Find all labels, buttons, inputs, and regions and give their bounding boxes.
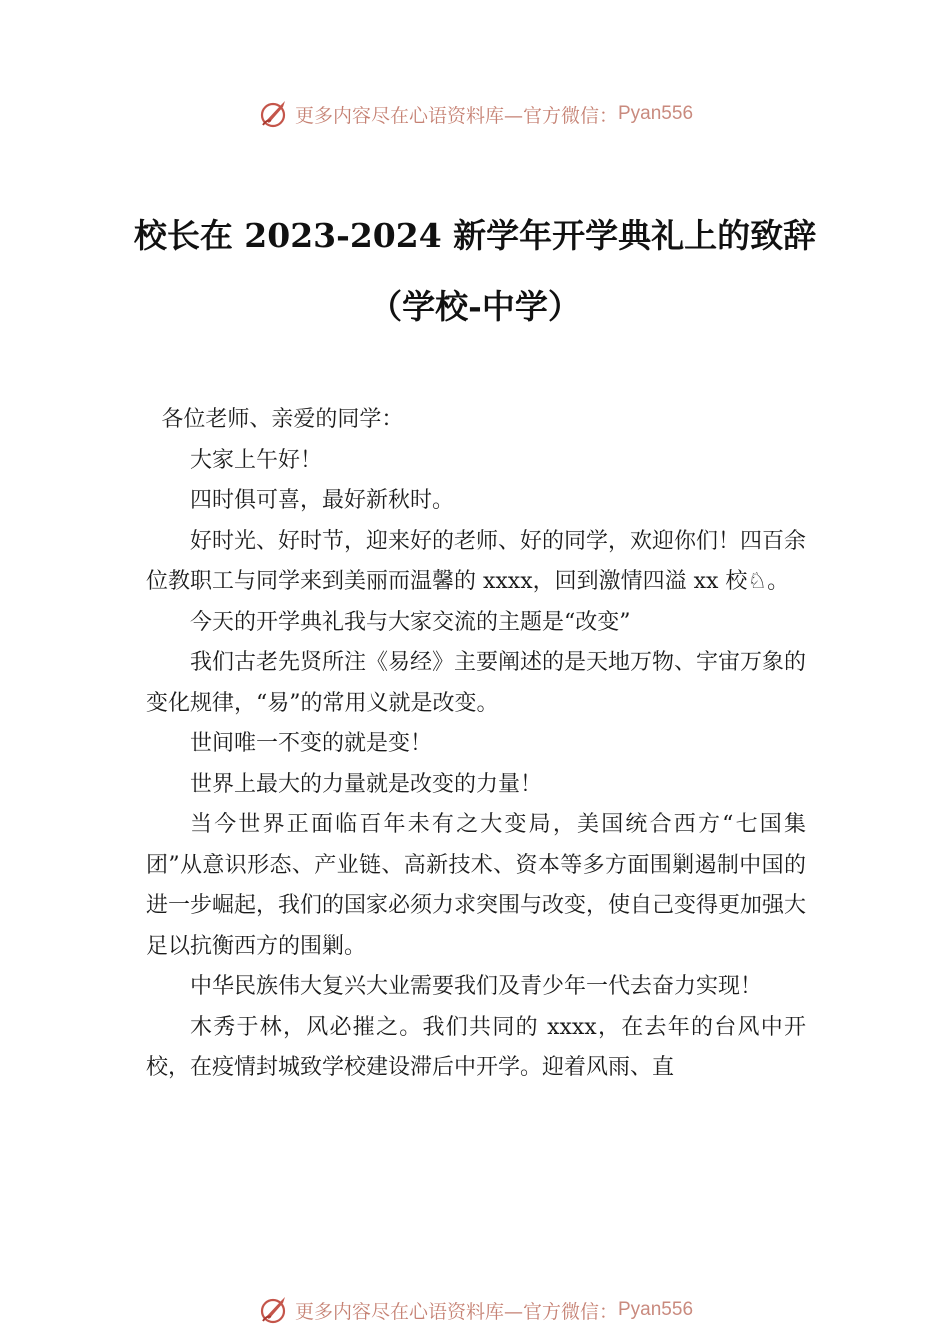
pen-logo-icon [257, 1293, 291, 1327]
paragraph-salutation: 各位老师、亲爱的同学： [161, 407, 404, 432]
pen-logo-icon [257, 97, 291, 131]
paragraph: 今天的开学典礼我与大家交流的主题是“改变” [190, 609, 631, 635]
watermark-middle: —官方微信： [503, 104, 618, 127]
document-body [146, 400, 806, 1089]
paragraph: 四时俱可喜，最好新秋时。 [190, 488, 455, 513]
watermark-id: Pyan556 [618, 1299, 694, 1320]
document-title: 校长在 2023-2024 新学年开学典礼上的致辞 [133, 216, 817, 255]
footer-watermark [0, 1290, 950, 1330]
paragraph: 大家上午好！ [190, 447, 323, 473]
watermark-middle: —官方微信： [503, 1300, 618, 1323]
paragraph: 世间唯一不变的就是变！ [190, 731, 433, 756]
paragraph: 世界上最大的力量就是改变的力量！ [190, 771, 543, 797]
paragraph: 当今世界正面临百年未有之大变局，美国统合西方“七国集团”从意识形态、产业链、高新技术、资本等多方面围剿遏制中国的进一步崛起，我们的国家必须力求突围与改变，使自己变得更加强大足以抗衡西方的围剿。 [146, 812, 807, 959]
header-watermark [0, 94, 950, 134]
watermark-id: Pyan556 [618, 103, 694, 124]
paragraph: 中华民族伟大复兴大业需要我们及青少年一代去奋力实现！ [190, 974, 763, 999]
watermark-prefix: 更多内容尽在心语资料库 [294, 1300, 504, 1323]
document-subtitle: （学校-中学） [369, 287, 581, 326]
paragraph: 好时光、好时节，迎来好的老师、好的同学，欢迎你们！四百余位教职工与同学来到美丽而温馨的 xxxx，回到激情四溢 xx 校♘。 [146, 528, 807, 594]
paragraph: 我们古老先贤所注《易经》主要阐述的是天地万物、宇宙万象的变化规律，“易”的常用义就是改变。 [146, 650, 807, 716]
paragraph: 木秀于林，风必摧之。我们共同的 xxxx，在去年的台风中开校，在疫情封城致学校建设滞后中开学。迎着风雨、直 [146, 1014, 806, 1080]
watermark-prefix: 更多内容尽在心语资料库 [294, 104, 504, 127]
